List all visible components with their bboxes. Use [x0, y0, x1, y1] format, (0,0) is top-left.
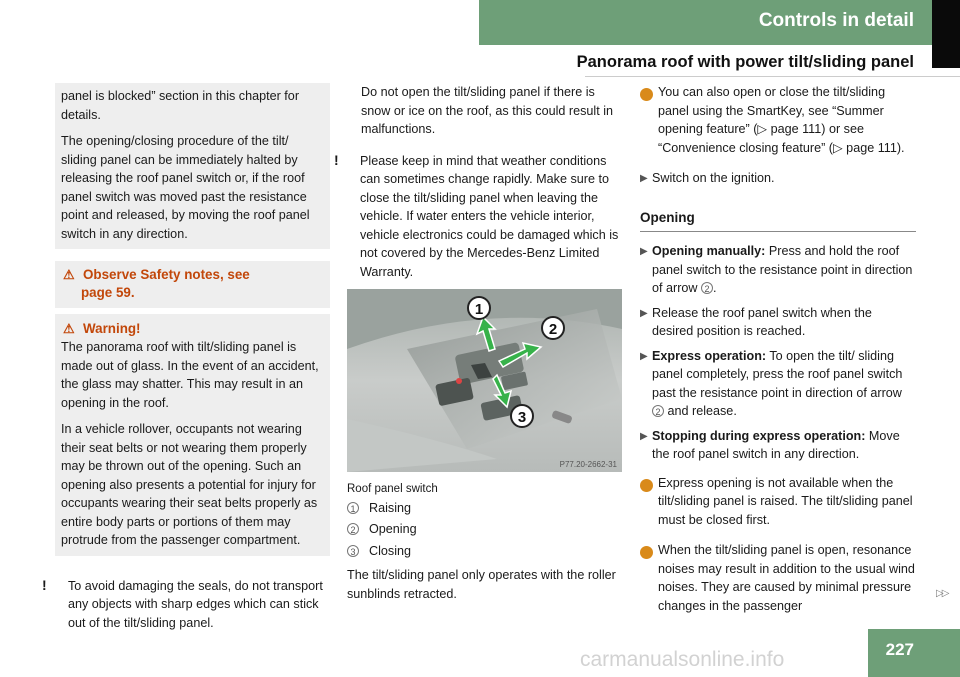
bullet-text-tail: and release.: [664, 404, 737, 418]
page-number: 227: [885, 640, 914, 659]
page-heading: Panorama roof with power tilt/sliding panel: [576, 53, 914, 71]
warning-box: [55, 314, 330, 556]
intro-box: [55, 83, 330, 249]
snow-ice-paragraph: Do not open the tilt/sliding panel if there is snow or ice on the roof, as this could result in malfunctions.: [361, 85, 614, 136]
safety-notes-line-1: Observe Safety notes, see: [83, 267, 250, 282]
weather-note-text: Please keep in mind that weather conditions can sometimes change rapidly. Make sure to close the tilt/sliding panel when leaving the vehicle. If water enters the vehicle interior, vehicle electronics could be damaged which is not covered by the Mercedes-Benz Limited Warranty.: [360, 153, 619, 279]
seal-damage-note-text: To avoid damaging the seals, do not transport any objects with sharp edges which can stick out of the tilt/sliding panel.: [68, 578, 323, 630]
warning-paragraph-1: The panorama roof with tilt/sliding panel is made out of glass. In the event of an accident, the glass may shatter. This may result in an opening in the roof.: [61, 340, 319, 410]
legend-item: [347, 520, 625, 539]
arrow-reference: 2: [701, 282, 713, 294]
bullet-opening-manually: [640, 242, 916, 298]
heading-divider: [585, 76, 960, 77]
bullet-stopping: [640, 427, 916, 464]
info-icon: i: [640, 88, 653, 101]
info-resonance: [636, 541, 916, 615]
column-2-lower: [347, 480, 625, 611]
column-1: [42, 83, 330, 640]
info-resonance-text: When the tilt/sliding panel is open, resonance noises may result in addition to the usual wind noises. They are caused by minimal pressure changes in the passenger: [658, 543, 915, 613]
svg-text:2: 2: [548, 321, 558, 338]
info-icon: i: [640, 546, 653, 559]
intro-paragraph-1: panel is blocked” section in this chapter for details.: [61, 89, 300, 122]
bullet-ignition: [640, 169, 916, 189]
opening-heading: Opening: [640, 209, 916, 233]
info-smartkey: [636, 83, 916, 157]
bullet-arrow-icon: ▶: [640, 246, 648, 257]
bullet-express-operation: [640, 347, 916, 421]
weather-note: [334, 151, 625, 282]
legend-number: 2: [347, 523, 359, 535]
info-express: [636, 474, 916, 530]
intro-paragraph-2: The opening/closing procedure of the tilt/ sliding panel can be immediately halted by releasing the roof panel switch or, if the roof panel switch was moved past the resistance point and released, by moving the roof panel switch in any direction.: [61, 134, 310, 241]
exclamation-icon: !: [42, 576, 47, 593]
warning-triangle-icon: ⚠: [63, 267, 75, 282]
callout-2: [542, 317, 564, 339]
svg-text:3: 3: [517, 409, 527, 426]
callout-1: [468, 297, 490, 319]
info-icon: i: [640, 479, 653, 492]
bullet-arrow-icon: ▶: [640, 173, 648, 184]
bullet-text: Release the roof panel switch when the desired position is reached.: [652, 305, 872, 338]
safety-notes-heading: [61, 266, 324, 284]
thumb-marker: [932, 0, 960, 68]
legend-item: [347, 499, 625, 518]
info-smartkey-text: You can also open or close the tilt/sliding panel using the SmartKey, see “Summer opening feature” (▷ page 111) or see “Convenience closing feature” (▷ page 111).: [658, 85, 905, 155]
legend-item: [347, 542, 625, 561]
continue-arrows-icon: ▷▷: [936, 588, 948, 599]
legend-label: Raising: [369, 500, 411, 515]
exclamation-icon: !: [334, 151, 339, 168]
bullet-text: Move the roof panel switch in any direction.: [652, 428, 900, 461]
warning-heading: [61, 320, 324, 338]
photo-code: P77.20-2662-31: [559, 460, 617, 469]
warning-paragraph-2: In a vehicle rollover, occupants not wearing their seat belts or not wearing them properly may be thrown out of the opening. Such an opening also presents a potential for injury for occupants wearing their seat belts properly as entire body parts or portions of them may protrude from the passenger compartment.: [61, 422, 318, 547]
bullet-bold-label: Opening manually:: [652, 244, 766, 258]
watermark: carmanualsonline.info: [580, 648, 785, 671]
safety-notes-box: [55, 261, 330, 308]
seal-damage-note: [42, 576, 330, 633]
bullet-ignition-text: Switch on the ignition.: [652, 171, 775, 185]
info-express-text: Express opening is not available when the tilt/sliding panel is raised. The tilt/sliding panel must be closed first.: [658, 475, 913, 527]
bullet-bold-label: Express operation:: [652, 348, 767, 363]
column-2: [334, 83, 625, 289]
warning-triangle-icon: ⚠: [63, 321, 75, 336]
roller-sunblinds-paragraph: The tilt/sliding panel only operates with the roller sunblinds retracted.: [347, 568, 616, 601]
column-3: [636, 83, 916, 623]
roof-panel-switch-photo: [347, 289, 622, 472]
bullet-arrow-icon: ▶: [640, 430, 648, 442]
bullet-arrow-icon: ▶: [640, 307, 648, 319]
photo-caption: Roof panel switch: [347, 483, 438, 495]
bullet-text: Press and hold the roof panel switch to the resistance point in direction of arrow: [652, 244, 913, 295]
bullet-release: [640, 304, 916, 341]
legend-label: Closing: [369, 543, 411, 558]
legend-label: Opening: [369, 522, 417, 536]
svg-text:1: 1: [474, 301, 484, 318]
safety-notes-line-2: page 59.: [81, 285, 135, 300]
callout-3: [511, 405, 533, 427]
chapter-title: Controls in detail: [758, 10, 914, 31]
legend-number: 3: [347, 545, 359, 557]
bullet-arrow-icon: ▶: [640, 350, 648, 362]
arrow-reference: 2: [652, 405, 664, 417]
warning-title: Warning!: [83, 321, 141, 336]
bullet-text-tail: .: [713, 281, 717, 295]
bullet-text: To open the tilt/ sliding panel completely, press the roof panel switch past the resistance point in direction of arrow: [652, 348, 903, 400]
legend-number: 1: [347, 502, 359, 514]
bullet-bold-label: Stopping during express operation:: [652, 428, 866, 443]
page-number-box: [868, 629, 960, 677]
